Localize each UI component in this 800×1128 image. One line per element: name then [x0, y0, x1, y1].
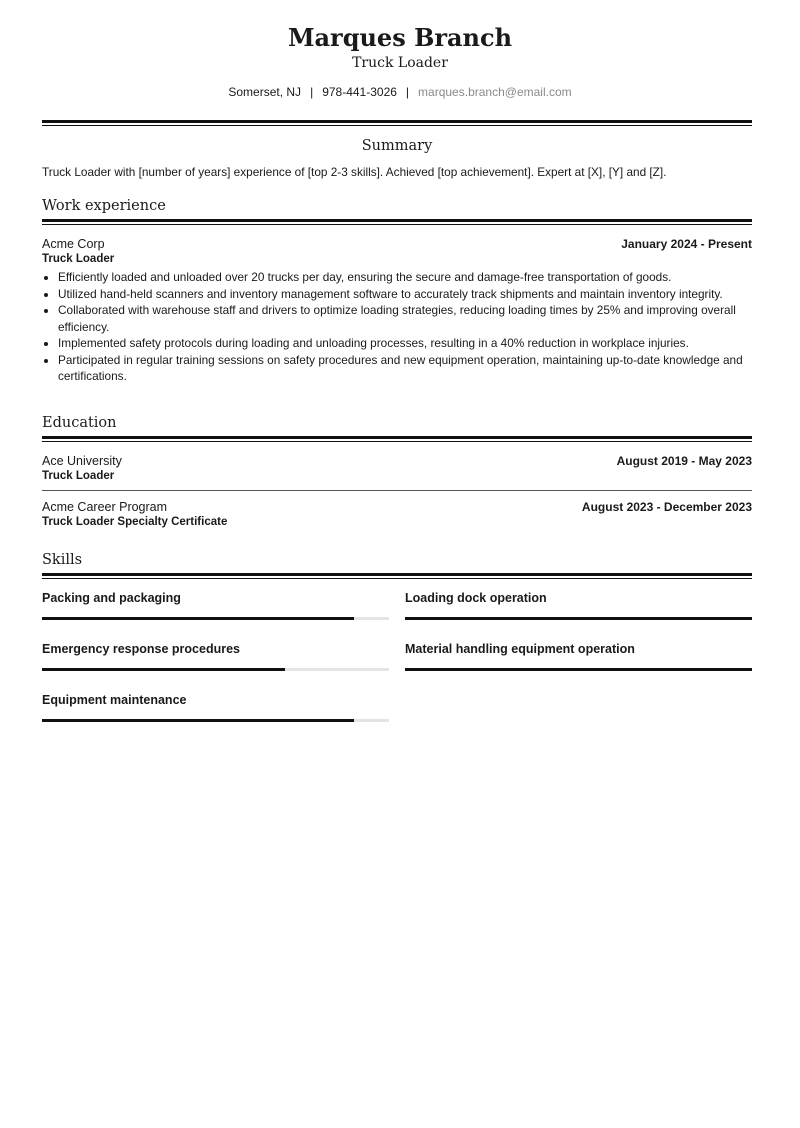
- job-role: Truck Loader: [42, 253, 115, 265]
- contact-separator: |: [310, 85, 314, 99]
- job-bullet: • Efficiently loaded and unloaded over 20 trucks per day, ensuring the secure and damage-free transportation of goods.: [58, 269, 752, 286]
- skill-level-bar: [42, 617, 389, 620]
- job-bullets: [42, 269, 752, 385]
- section-divider: [42, 219, 752, 225]
- education-heading: Education: [42, 415, 117, 431]
- education-degree: Truck Loader Specialty Certificate: [42, 516, 228, 528]
- education-school: Acme Career Program: [42, 500, 168, 514]
- education-dates: August 2019 - May 2023: [616, 454, 752, 468]
- contact-phone: 978-441-3026: [322, 85, 397, 99]
- skill-item: [42, 681, 389, 732]
- candidate-title: Truck Loader: [352, 55, 448, 71]
- skill-level-fill: [405, 617, 752, 620]
- skills-heading: Skills: [42, 552, 83, 568]
- skill-item: [42, 579, 389, 630]
- job-company: Acme Corp: [42, 237, 105, 251]
- skill-level-fill: [405, 668, 752, 671]
- skills-section: [42, 551, 752, 732]
- skill-level-bar: [42, 668, 389, 671]
- skill-item: [405, 630, 752, 681]
- job-bullet: • Utilized hand-held scanners and inventory management software to accurately track shipments and maintain inventory integrity.: [58, 286, 752, 303]
- contact-email[interactable]: marques.branch@email.com: [418, 85, 572, 99]
- section-divider: [42, 120, 752, 126]
- education-school: Ace University: [42, 454, 122, 468]
- skill-level-fill: [42, 668, 285, 671]
- education-divider: [42, 490, 752, 491]
- skill-level-fill: [42, 719, 354, 722]
- skill-level-bar: [405, 668, 752, 671]
- skill-level-bar: [405, 617, 752, 620]
- job-bullet: • Collaborated with warehouse staff and drivers to optimize loading strategies, reducing loading times by 25% and improving overall efficiency.: [58, 302, 752, 335]
- education-entry: [42, 500, 752, 528]
- summary-section: [42, 120, 752, 180]
- education-list: [42, 454, 752, 528]
- education-degree: Truck Loader: [42, 470, 115, 482]
- summary-text: Truck Loader with [number of years] experience of [top 2-3 skills]. Achieved [top achievement]. Expert at [X], [Y] and [Z].: [42, 165, 667, 179]
- education-entry: [42, 454, 752, 482]
- skill-name: Material handling equipment operation: [405, 642, 635, 656]
- section-divider: [42, 436, 752, 442]
- job-bullet: • Participated in regular training sessions on safety procedures and new equipment operation, maintaining up-to-date knowledge and certifications.: [58, 352, 752, 385]
- education-dates: August 2023 - December 2023: [581, 500, 752, 514]
- skills-grid: [42, 579, 752, 732]
- contact-line: [0, 84, 800, 100]
- skill-item: [405, 579, 752, 630]
- resume-header: [0, 0, 800, 100]
- summary-heading: Summary: [361, 138, 433, 154]
- work-section: [42, 197, 752, 385]
- skill-name: Packing and packaging: [42, 591, 181, 605]
- job-dates: January 2024 - Present: [621, 237, 752, 251]
- education-section: [42, 414, 752, 528]
- contact-location: Somerset, NJ: [228, 85, 302, 99]
- contact-separator: |: [405, 85, 410, 99]
- skill-name: Loading dock operation: [405, 591, 547, 605]
- candidate-name: Marques Branch: [287, 23, 513, 52]
- job-list: [42, 237, 752, 385]
- job-entry: [42, 237, 752, 385]
- work-heading: Work experience: [42, 198, 166, 214]
- skill-name: Equipment maintenance: [42, 693, 187, 707]
- job-bullet: • Implemented safety protocols during loading and unloading processes, resulting in a 40% reduction in workplace injuries.: [58, 335, 752, 352]
- skill-item: [42, 630, 389, 681]
- skill-name: Emergency response procedures: [42, 642, 240, 656]
- skill-level-fill: [42, 617, 354, 620]
- skill-level-bar: [42, 719, 389, 722]
